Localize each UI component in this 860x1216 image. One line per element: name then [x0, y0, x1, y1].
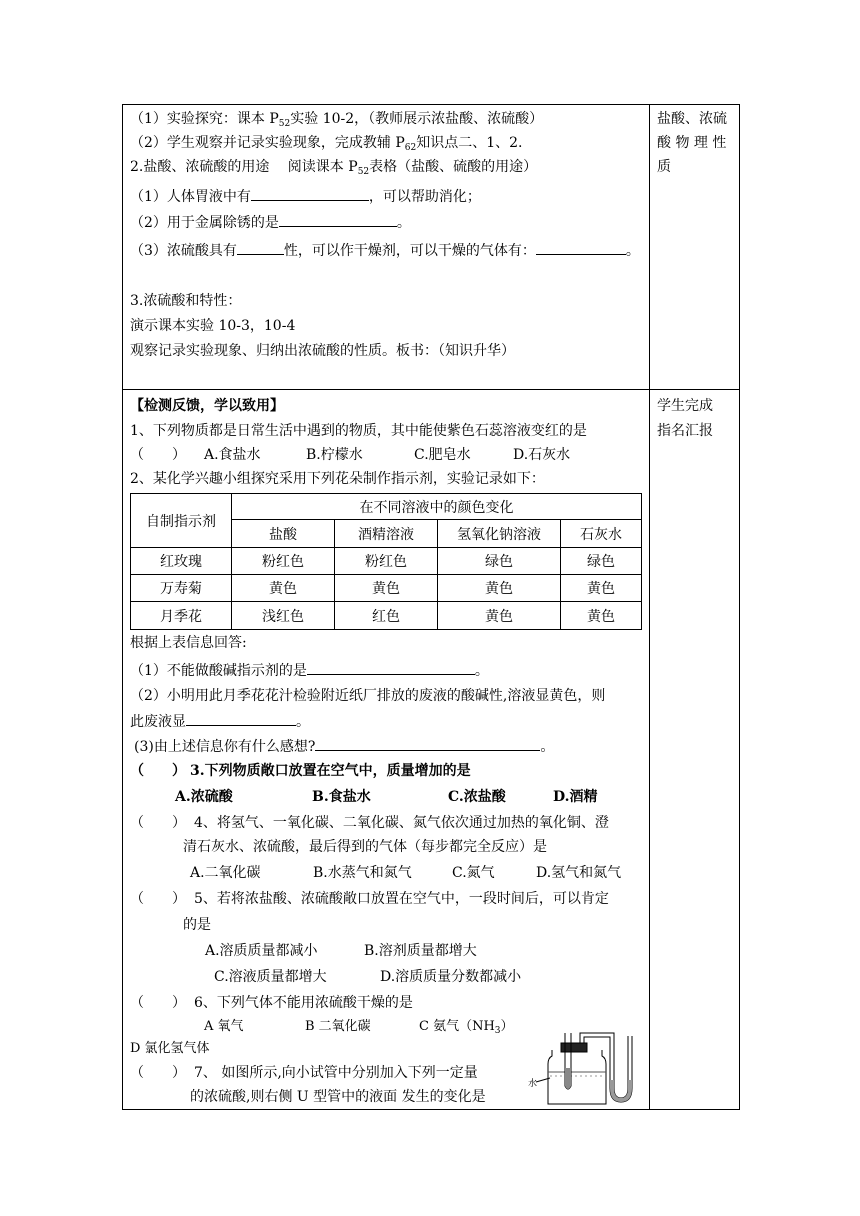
q6-stem: （ ） 6、下列气体不能用浓硫酸干燥的是	[130, 995, 413, 1011]
q4-option: B.水蒸气和氮气	[313, 865, 412, 881]
side-note-1: 酸 物 理 性	[657, 135, 727, 151]
apparatus-figure	[528, 1028, 646, 1108]
q1-option: D.石灰水	[513, 447, 571, 463]
q3-option: C.浓盐酸	[448, 789, 506, 805]
q4-option: A.二氧化碳	[190, 865, 261, 881]
s1-line-2: （2）学生观察并记录实验现象，完成教辅 $P_{62}$知识点二、1、2.	[130, 135, 523, 153]
q6-option: B 二氧化碳	[305, 1019, 371, 1034]
q2-sub-3: (3)由上述信息你有什么感想? 。	[134, 736, 554, 756]
table-column-header: 盐酸	[232, 520, 335, 548]
q3-answer-paren[interactable]: （ ）	[130, 763, 186, 779]
table-cell: 粉红色	[232, 548, 335, 575]
table-column-header: 氢氧化钠溶液	[438, 520, 561, 548]
table-column-header: 酒精溶液	[335, 520, 438, 548]
q3-option: A.浓硫酸	[175, 789, 233, 805]
side-note-1: 盐酸、浓硫	[657, 111, 727, 127]
q4-answer-paren[interactable]: （ ）	[130, 815, 186, 831]
q2-after-table: 根据上表信息回答:	[130, 635, 247, 651]
q4-option: C.氮气	[452, 865, 495, 881]
answer-blank[interactable]	[279, 212, 397, 227]
q4-option: D.氢气和氮气	[536, 865, 622, 881]
table-column-header: 石灰水	[561, 520, 642, 548]
table-row-label: 万寿菊	[131, 575, 232, 602]
q1-answer-paren[interactable]: （ ）	[130, 447, 186, 463]
q2-sub-2: （2）小明用此月季花花汁检验附近纸厂排放的废液的酸碱性,溶液显黄色，则	[130, 688, 606, 704]
q5-option: A.溶质质量都减小	[205, 943, 318, 959]
s1-line-4: （1）人体胃液中有 ，可以帮助消化；	[130, 186, 481, 206]
table-corner: 自制指示剂	[131, 494, 232, 548]
s1-line-3: 2.盐酸、浓硫酸的用途 阅读课本 $P_{52}$表格（盐酸、硫酸的用途）	[130, 159, 538, 177]
q5-option: C.溶液质量都增大	[214, 969, 327, 985]
q4-stem-cont: 清石灰水、浓硫酸，最后得到的气体（每步都完全反应）是	[183, 839, 547, 855]
q1-option: C.肥皂水	[414, 447, 471, 463]
q3-stem: （ ） 3.下列物质敞口放置在空气中，质量增加的是	[130, 763, 471, 779]
q5-answer-paren[interactable]: （ ）	[130, 891, 186, 907]
table-cell: 黄色	[335, 575, 438, 602]
answer-blank[interactable]	[307, 660, 475, 675]
side-note-2: 学生完成	[657, 398, 713, 414]
side-note-2: 指名汇报	[657, 423, 713, 439]
row-divider	[122, 389, 740, 390]
table-cell: 绿色	[561, 548, 642, 575]
q7-answer-paren[interactable]: （ ）	[130, 1065, 186, 1081]
q5-stem: （ ） 5、若将浓盐酸、浓硫酸敞口放置在空气中，一段时间后，可以肯定	[130, 891, 609, 907]
q1-option: B.柠檬水	[306, 447, 363, 463]
column-divider	[649, 104, 650, 1110]
table-row	[131, 548, 642, 575]
table-cell: 绿色	[438, 548, 561, 575]
q4-stem: （ ） 4、将氢气、一氧化碳、二氧化碳、氮气依次通过加热的氧化铜、澄	[130, 815, 609, 831]
table-cell: 黄色	[232, 575, 335, 602]
q5-option: D.溶质质量分数都减小	[380, 969, 522, 985]
q1-option: A.食盐水	[204, 447, 261, 463]
q2-sub-2-cont: 此废液显 。	[130, 711, 310, 731]
q6-answer-paren[interactable]: （ ）	[130, 995, 186, 1011]
section-heading: 【检测反馈，学以致用】	[130, 398, 284, 414]
q6-option: D 氯化氢气体	[130, 1041, 210, 1056]
q3-option: B.食盐水	[312, 789, 371, 805]
s1-line-8: 演示课本实验 10-3，10-4	[130, 318, 296, 334]
q5-option: B.溶剂质量都增大	[364, 943, 477, 959]
table-cell: 黄色	[561, 602, 642, 630]
answer-blank[interactable]	[536, 240, 626, 255]
s1-line-9: 观察记录实验现象、归纳出浓硫酸的性质。板书：（知识升华）	[130, 343, 515, 359]
s1-line-7: 3.浓硫酸和特性：	[130, 293, 242, 309]
table-group-header: 在不同溶液中的颜色变化	[232, 494, 642, 520]
q7-stem: （ ） 7、 如图所示,向小试管中分别加入下列一定量	[130, 1065, 478, 1081]
q2-sub-1: （1）不能做酸碱指示剂的是 。	[130, 660, 489, 680]
q7-stem-cont: 的浓硫酸,则右侧 U 型管中的液面 发生的变化是	[190, 1089, 486, 1105]
q1-stem: 1、下列物质都是日常生活中遇到的物质，其中能使紫色石蕊溶液变红的是	[130, 423, 587, 439]
table-row	[131, 575, 642, 602]
s1-line-5: （2）用于金属除锈的是 。	[130, 212, 411, 232]
answer-blank[interactable]	[251, 186, 369, 201]
figure-label-water: 水	[528, 1079, 538, 1089]
q5-stem-cont: 的是	[183, 917, 211, 933]
table-cell: 黄色	[438, 602, 561, 630]
q6-option: C 氨气$(NH_3)$	[419, 1019, 514, 1036]
table-row	[131, 602, 642, 630]
q3-option: D.酒精	[553, 789, 598, 805]
s1-line-1: （1）实验探究：课本 $P_{52}$实验 10-2，（教师展示浓盐酸、浓硫酸）	[130, 111, 544, 129]
s1-line-6: （3）浓硫酸具有 性，可以作干燥剂，可以干燥的气体有： 。	[130, 240, 640, 260]
table-cell: 黄色	[438, 575, 561, 602]
answer-blank[interactable]	[237, 240, 284, 255]
table-row-label: 月季花	[131, 602, 232, 630]
answer-blank[interactable]	[186, 711, 296, 726]
table-cell: 粉红色	[335, 548, 438, 575]
q2-stem: 2、某化学兴趣小组探究采用下列花朵制作指示剂，实验记录如下：	[130, 471, 545, 487]
q6-option: A 氧气	[204, 1019, 244, 1034]
table-cell: 浅红色	[232, 602, 335, 630]
side-note-1: 质	[657, 159, 671, 175]
table-row-label: 红玫瑰	[131, 548, 232, 575]
table-cell: 黄色	[561, 575, 642, 602]
indicator-table	[130, 493, 642, 630]
table-cell: 红色	[335, 602, 438, 630]
answer-blank[interactable]	[315, 736, 540, 751]
